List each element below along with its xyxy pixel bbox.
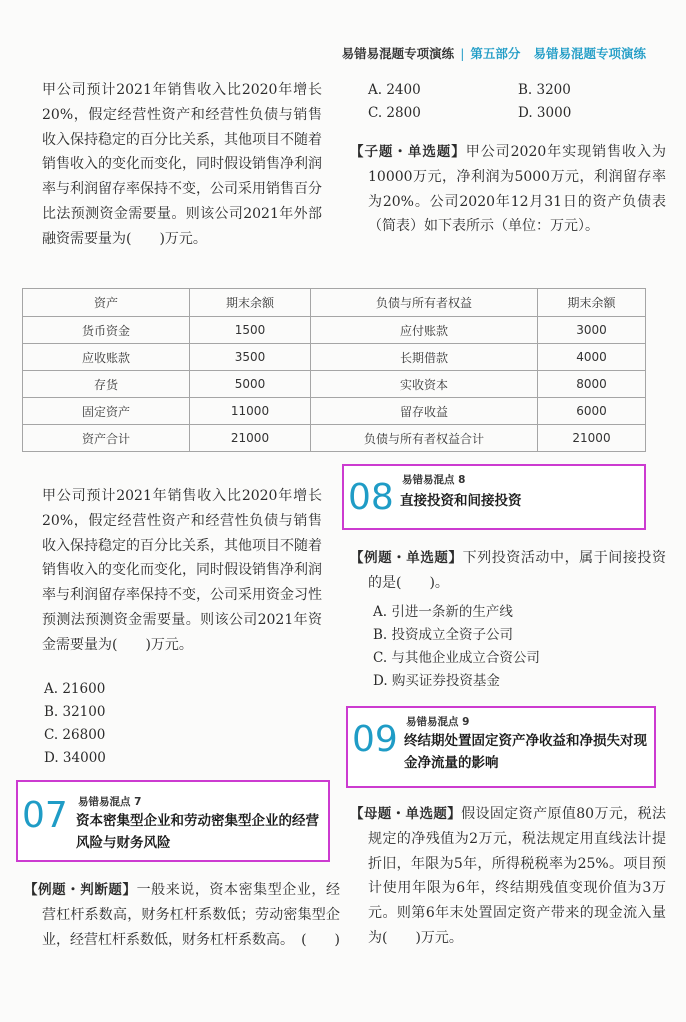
table-header: 期末余额 bbox=[190, 289, 311, 317]
key-point-title: 资本密集型企业和劳动密集型企业的经营风险与财务风险 bbox=[76, 813, 319, 851]
key-point-title: 终结期处置固定资产净收益和净损失对现金净流量的影响 bbox=[404, 733, 647, 771]
option-b: B. 32100 bbox=[44, 704, 106, 720]
sub-question-text: 甲公司2020年实现销售收入为10000万元，净利润为5000万元，利润留存率为20%。公司2020年12月31日的资产负债表（简表）如下表所示（单位：万元）。 bbox=[368, 144, 666, 235]
option-b: B. 3200 bbox=[518, 82, 571, 98]
option-a: A. 引进一条新的生产线 bbox=[373, 604, 513, 620]
header-book-title: 易错易混题专项演练 bbox=[341, 46, 455, 61]
key-point-label: 易错易混点 8 bbox=[402, 474, 466, 486]
table-cell: 长期借款 bbox=[311, 344, 538, 371]
balance-sheet-table bbox=[22, 288, 646, 452]
table-cell: 5000 bbox=[190, 371, 311, 398]
option-c: C. 2800 bbox=[368, 105, 421, 121]
table-row bbox=[23, 317, 646, 344]
key-point-title: 直接投资和间接投资 bbox=[400, 493, 522, 509]
answer-blank: ( ) bbox=[301, 931, 340, 948]
key-point-07-box bbox=[16, 780, 330, 862]
key-point-08-box bbox=[342, 464, 646, 530]
table-header: 期末余额 bbox=[538, 289, 646, 317]
table-cell: 固定资产 bbox=[23, 398, 190, 425]
table-cell: 应付账款 bbox=[311, 317, 538, 344]
option-d: D. 34000 bbox=[44, 750, 106, 766]
question-text: 假设固定资产原值80万元，税法规定的净残值为2万元，税法规定用直线法计提折旧，年限为5年，所得税税率为25%。项目预计使用年限为6年，终结期残值变现价值为3万元。则第6年末处置固定资产带来的现金流入量为( )万元。 bbox=[368, 806, 666, 946]
table-cell: 资产合计 bbox=[23, 425, 190, 452]
header-section-title: 易错易混题专项演练 bbox=[533, 46, 646, 61]
table-cell: 3500 bbox=[190, 344, 311, 371]
mother-question bbox=[350, 802, 666, 951]
table-cell: 负债与所有者权益合计 bbox=[311, 425, 538, 452]
question-1-text: 甲公司预计2021年销售收入比2020年增长20%，假定经营性资产和经营性负债与销售收入保持稳定的百分比关系，其他项目不随着销售收入的变化而变化，同时假设销售净利润率与利润留存率保持不变，公司采用销售百分比法预测资金需要量。则该公司2021年外部融资需要量为( )万元。 bbox=[42, 82, 322, 247]
table-row bbox=[23, 425, 646, 452]
table-cell: 货币资金 bbox=[23, 317, 190, 344]
question-2-text: 甲公司预计2021年销售收入比2020年增长20%，假定经营性资产和经营性负债与销售收入保持稳定的百分比关系，其他项目不随着销售收入的变化而变化，同时假设销售净利润率与利润留存率保持不变，公司采用资金习性预测法预测资金需要量。则该公司2021年资金需要量为( )万元。 bbox=[42, 488, 322, 653]
table-cell: 11000 bbox=[190, 398, 311, 425]
table-header: 资产 bbox=[23, 289, 190, 317]
example-08 bbox=[350, 546, 666, 596]
table-cell: 留存收益 bbox=[311, 398, 538, 425]
key-point-label: 易错易混点 7 bbox=[78, 796, 142, 808]
table-cell: 21000 bbox=[190, 425, 311, 452]
table-cell: 应收账款 bbox=[23, 344, 190, 371]
key-point-number: 09 bbox=[352, 719, 398, 760]
example-tag: 【例题・判断题】 bbox=[24, 882, 137, 898]
sub-question-tag: 【子题・单选题】 bbox=[350, 144, 466, 160]
sub-question bbox=[350, 140, 666, 239]
question-tag: 【母题・单选题】 bbox=[350, 806, 462, 822]
option-d: D. 购买证券投资基金 bbox=[373, 673, 500, 689]
table-row bbox=[23, 398, 646, 425]
option-b: B. 投资成立全资子公司 bbox=[373, 627, 514, 643]
table-cell: 21000 bbox=[538, 425, 646, 452]
example-text: 一般来说，资本密集型企业，经营杠杆系数高，财务杠杆系数低；劳动密集型企业，经营杠杆系数低，财务杠杆系数高。 bbox=[42, 882, 341, 948]
table-cell: 4000 bbox=[538, 344, 646, 371]
table-header: 负债与所有者权益 bbox=[311, 289, 538, 317]
table-cell: 1500 bbox=[190, 317, 311, 344]
header-separator: | bbox=[460, 46, 465, 61]
key-point-09-box bbox=[346, 706, 656, 788]
key-point-number: 07 bbox=[22, 795, 68, 836]
table-row bbox=[23, 344, 646, 371]
key-point-label: 易错易混点 9 bbox=[406, 716, 470, 728]
option-d: D. 3000 bbox=[518, 105, 572, 121]
table-cell: 3000 bbox=[538, 317, 646, 344]
running-header bbox=[342, 44, 646, 62]
table-cell: 8000 bbox=[538, 371, 646, 398]
example-07 bbox=[24, 878, 340, 952]
example-text: 下列投资活动中，属于间接投资的是( )。 bbox=[368, 550, 667, 591]
table-row bbox=[23, 371, 646, 398]
key-point-number: 08 bbox=[348, 477, 394, 518]
option-c: C. 26800 bbox=[44, 727, 106, 743]
table-cell: 存货 bbox=[23, 371, 190, 398]
example-tag: 【例题・单选题】 bbox=[350, 550, 463, 566]
option-a: A. 2400 bbox=[368, 82, 421, 98]
option-c: C. 与其他企业成立合资公司 bbox=[373, 650, 540, 666]
table-header-row bbox=[23, 289, 646, 317]
header-part: 第五部分 bbox=[470, 46, 521, 61]
option-a: A. 21600 bbox=[44, 681, 106, 697]
table-cell: 6000 bbox=[538, 398, 646, 425]
table-cell: 实收资本 bbox=[311, 371, 538, 398]
